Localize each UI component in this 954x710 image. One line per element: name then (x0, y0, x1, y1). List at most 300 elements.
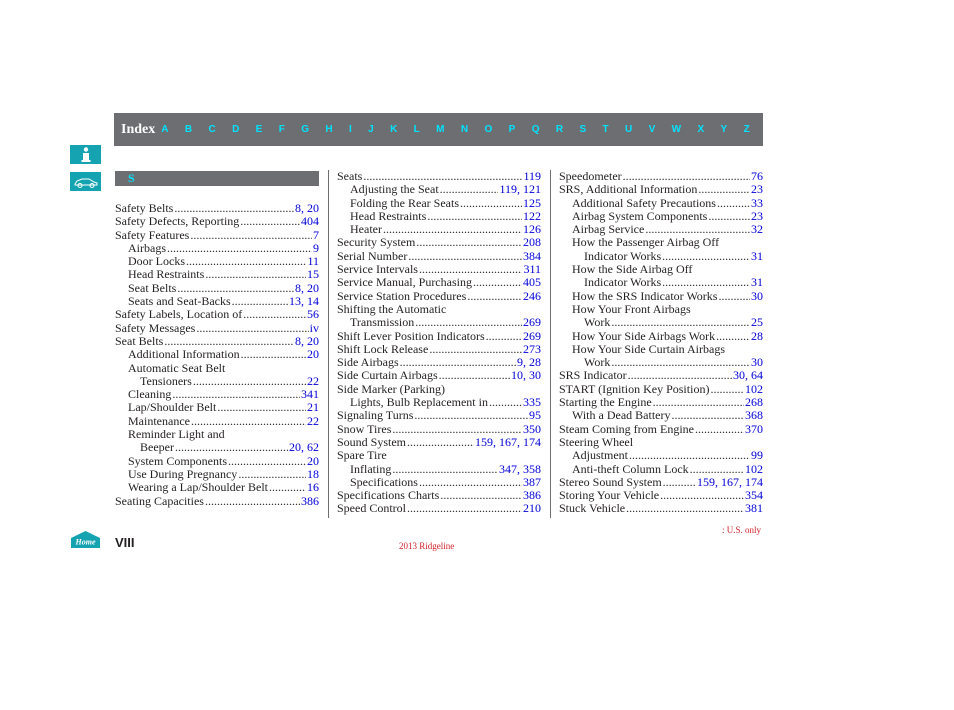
page-link[interactable]: 30 (751, 288, 763, 303)
page-link[interactable]: 33 (751, 195, 763, 210)
dot-leader (427, 210, 522, 223)
page-link[interactable]: 18 (307, 466, 319, 481)
page-link[interactable]: 7 (313, 227, 319, 242)
index-entry[interactable] (337, 183, 541, 196)
page-link[interactable]: 31 (751, 248, 763, 263)
entry-text: Seats and Seat-Backs (128, 294, 231, 309)
letter-link-p[interactable]: P (508, 124, 516, 135)
page-link[interactable]: 386 (523, 488, 541, 503)
dot-leader (695, 423, 744, 436)
index-entry[interactable] (115, 229, 319, 242)
entry-text: Additional Safety Precautions (572, 195, 716, 210)
index-entry[interactable] (559, 356, 763, 369)
index-entry[interactable] (559, 502, 763, 515)
index-entry[interactable] (337, 276, 541, 289)
entry-text: Use During Pregnancy (128, 466, 238, 481)
entry-text: Shifting the Automatic (337, 301, 447, 316)
page-link[interactable]: 8, 20 (295, 280, 319, 295)
dot-leader (175, 441, 288, 454)
letter-link-r[interactable]: R (555, 124, 564, 135)
entry-text: Safety Belts (115, 201, 174, 215)
dot-leader (232, 295, 288, 308)
entry-text: With a Dead Battery (572, 408, 671, 423)
page-link[interactable]: 31 (751, 275, 763, 290)
index-entry[interactable] (559, 183, 763, 196)
dot-leader (190, 229, 312, 242)
letter-link-o[interactable]: O (484, 124, 493, 135)
index-entry[interactable] (337, 170, 541, 183)
dot-leader (698, 183, 750, 196)
page-link[interactable]: 76 (751, 169, 763, 183)
entry-text: Tensioners (140, 373, 192, 388)
index-entry[interactable] (559, 476, 763, 489)
dot-leader (626, 502, 744, 515)
page-link[interactable]: 30 (751, 355, 763, 370)
page-link[interactable]: 386 (301, 493, 319, 508)
letter-link-f[interactable]: F (278, 124, 285, 135)
index-entry (559, 343, 763, 356)
page-link[interactable]: 122 (523, 208, 541, 223)
index-entry[interactable] (337, 197, 541, 210)
entry-text: How the Passenger Airbag Off (572, 235, 720, 250)
index-entry (337, 449, 541, 462)
entry-text: Stereo Sound System (559, 474, 662, 489)
entry-text: Security System (337, 235, 416, 250)
dot-leader (671, 409, 744, 422)
index-entry[interactable] (559, 383, 763, 396)
index-entry[interactable] (337, 356, 541, 369)
entry-text: Steering Wheel (559, 434, 634, 449)
page-link[interactable]: 20 (307, 347, 319, 362)
entry-text: How the SRS Indicator Works (572, 288, 718, 303)
entry-text: Lap/Shoulder Belt (128, 400, 217, 415)
page-link[interactable]: 335 (523, 395, 541, 410)
entry-text: Service Manual, Purchasing (337, 275, 472, 290)
entry-text: Cleaning (128, 387, 172, 402)
index-entry[interactable] (337, 223, 541, 236)
index-entry[interactable] (337, 396, 541, 409)
entry-text: Lights, Bulb Replacement in (350, 395, 488, 410)
entry-text: Starting the Engine (559, 395, 652, 410)
entry-list (337, 170, 541, 516)
entry-text: SRS, Additional Information (559, 182, 698, 197)
entry-text: Folding the Rear Seats (350, 195, 459, 210)
section-heading-s: S (115, 171, 319, 186)
index-entry[interactable] (559, 330, 763, 343)
page-link[interactable]: 269 (523, 315, 541, 330)
index-entry[interactable] (337, 476, 541, 489)
dot-leader (392, 463, 498, 476)
entry-text: SRS Indicator (559, 368, 627, 383)
entry-text: Work (584, 315, 611, 330)
entry-text: Maintenance (128, 413, 190, 428)
dot-leader (392, 423, 522, 436)
index-entry[interactable] (559, 276, 763, 289)
page-link[interactable]: 370 (745, 421, 763, 436)
index-entry[interactable] (115, 242, 319, 255)
index-entry (337, 303, 541, 316)
page-link[interactable]: 159, 167, 174 (697, 474, 763, 489)
page-link[interactable]: 159, 167, 174 (475, 434, 541, 449)
index-entry[interactable] (115, 441, 319, 454)
home-label: Home (75, 537, 96, 547)
footnote: : U.S. only (721, 525, 761, 535)
index-entry[interactable] (337, 463, 541, 476)
index-entry[interactable] (115, 295, 319, 308)
index-entry[interactable] (115, 455, 319, 468)
dot-leader (439, 369, 510, 382)
entry-text: Sound System (337, 434, 407, 449)
entry-text: Wearing a Lap/Shoulder Belt (128, 480, 268, 495)
index-entry[interactable] (337, 369, 541, 382)
index-entry[interactable] (337, 263, 541, 276)
index-header-bar (114, 113, 763, 146)
index-entry[interactable] (559, 170, 763, 183)
dot-leader (174, 202, 294, 215)
index-title: Index (121, 121, 156, 137)
entry-text: How the Side Airbag Off (572, 262, 693, 277)
entry-text: Heater (350, 222, 382, 237)
letter-link-t[interactable]: T (602, 124, 609, 135)
page-link[interactable]: 30, 64 (733, 368, 763, 383)
index-entry[interactable] (559, 396, 763, 409)
dot-leader (205, 268, 306, 281)
entry-text: Reminder Light and (128, 427, 225, 442)
index-entry[interactable] (115, 215, 319, 228)
index-entry[interactable] (337, 236, 541, 249)
entry-text: Transmission (350, 315, 415, 330)
letter-link-w[interactable]: W (671, 124, 682, 135)
page-link[interactable]: 347, 358 (499, 461, 541, 476)
letter-link-j[interactable]: J (368, 124, 374, 135)
entry-text: Storing Your Vehicle (559, 488, 660, 503)
letter-link-v[interactable]: V (648, 124, 656, 135)
dot-leader (440, 183, 499, 196)
entry-text: Specifications Charts (337, 488, 440, 503)
entry-text: Seating Capacities (115, 493, 204, 508)
index-entry[interactable] (337, 250, 541, 263)
entry-text: System Components (128, 453, 228, 468)
index-entry[interactable] (559, 489, 763, 502)
index-entry[interactable] (559, 409, 763, 422)
entry-text: Head Restraints (350, 208, 427, 223)
page-link[interactable]: 22 (307, 373, 319, 388)
index-entry[interactable] (559, 290, 763, 303)
dot-leader (177, 282, 294, 295)
dot-leader (172, 388, 300, 401)
entry-text: Side Airbags (337, 355, 399, 370)
page-link[interactable]: 28 (751, 328, 763, 343)
index-entry[interactable] (115, 268, 319, 281)
page-link[interactable]: 20 (307, 453, 319, 468)
page-link[interactable]: 387 (523, 474, 541, 489)
page-link[interactable]: 9, 28 (517, 355, 541, 370)
entry-text: Door Locks (128, 254, 185, 269)
letter-link-x[interactable]: X (697, 124, 705, 135)
page-link[interactable]: 350 (523, 421, 541, 436)
page-link[interactable]: 384 (523, 248, 541, 263)
index-entry[interactable] (115, 202, 319, 215)
index-entry[interactable] (559, 197, 763, 210)
index-entry (115, 428, 319, 441)
page-link[interactable]: 368 (745, 408, 763, 423)
entry-text: Indicator Works (584, 248, 662, 263)
entry-text: Seat Belts (128, 280, 177, 295)
page-link[interactable]: 22 (307, 413, 319, 428)
index-entry (559, 236, 763, 249)
page-link[interactable]: 208 (523, 235, 541, 250)
dot-leader (628, 369, 732, 382)
entry-list (559, 170, 763, 516)
dot-leader (718, 290, 750, 303)
index-entry[interactable] (115, 348, 319, 361)
index-entry[interactable] (559, 449, 763, 462)
page-link[interactable]: 354 (745, 488, 763, 503)
letter-link-y[interactable]: Y (720, 124, 728, 135)
dot-leader (196, 322, 308, 335)
entry-text: How Your Side Airbags Work (572, 328, 716, 343)
dot-leader (238, 468, 306, 481)
letter-link-h[interactable]: H (325, 124, 333, 135)
index-entry (559, 263, 763, 276)
entry-text: Indicator Works (584, 275, 662, 290)
page-link[interactable]: 311 (523, 262, 541, 277)
dot-leader (415, 316, 522, 329)
index-entry[interactable] (115, 255, 319, 268)
index-entry[interactable] (559, 250, 763, 263)
page-link[interactable]: 21 (307, 400, 319, 415)
dot-leader (460, 197, 522, 210)
info-tab[interactable] (70, 145, 101, 164)
page-link[interactable]: 119 (523, 169, 541, 183)
home-button[interactable] (70, 530, 101, 549)
letter-link-m[interactable]: M (436, 124, 445, 135)
index-entry[interactable] (115, 495, 319, 508)
index-entry[interactable] (337, 343, 541, 356)
dot-leader (419, 476, 522, 489)
page-link[interactable]: 341 (301, 387, 319, 402)
entry-text: Safety Messages (115, 320, 196, 335)
index-entry[interactable] (115, 375, 319, 388)
page-link[interactable]: 15 (307, 267, 319, 282)
page-link[interactable]: 23 (751, 208, 763, 223)
page-link[interactable]: 405 (523, 275, 541, 290)
index-entry[interactable] (559, 316, 763, 329)
entry-text: Head Restraints (128, 267, 205, 282)
page-link[interactable]: 126 (523, 222, 541, 237)
dot-leader (429, 343, 522, 356)
page-link[interactable]: 32 (751, 222, 763, 237)
page-link[interactable]: 269 (523, 328, 541, 343)
entry-text: Snow Tires (337, 421, 392, 436)
index-entry[interactable] (337, 330, 541, 343)
page-link[interactable]: 20, 62 (289, 440, 319, 455)
page-link[interactable]: 268 (745, 395, 763, 410)
page-link[interactable]: 23 (751, 182, 763, 197)
page-link[interactable]: 11 (307, 254, 319, 269)
letter-link-n[interactable]: N (460, 124, 469, 135)
page-link[interactable]: 404 (301, 214, 319, 229)
letter-link-i[interactable]: I (348, 124, 352, 135)
dot-leader (400, 356, 516, 369)
dot-leader (623, 170, 750, 183)
letter-link-c[interactable]: C (208, 124, 216, 135)
dot-leader (186, 255, 306, 268)
index-entry[interactable] (115, 468, 319, 481)
entry-text: Adjustment (572, 448, 628, 463)
dot-leader (241, 348, 306, 361)
page-link[interactable]: 95 (529, 408, 541, 423)
page-link[interactable]: 8, 20 (295, 333, 319, 348)
index-entry[interactable] (337, 210, 541, 223)
entry-text: Speed Control (337, 501, 406, 516)
entry-text: Shift Lock Release (337, 341, 429, 356)
dot-leader (363, 170, 522, 183)
entry-text: Steam Coming from Engine (559, 421, 694, 436)
car-tab[interactable] (70, 172, 101, 191)
dot-leader (662, 276, 750, 289)
letter-link-b[interactable]: B (184, 124, 193, 135)
entry-text: Seat Belts (115, 333, 164, 348)
letter-link-d[interactable]: D (232, 124, 240, 135)
letter-link-k[interactable]: K (390, 124, 398, 135)
dot-leader (167, 242, 312, 255)
dot-leader (408, 250, 522, 263)
entry-text: Side Curtain Airbags (337, 368, 438, 383)
page-link[interactable]: 13, 14 (289, 294, 319, 309)
dot-leader (710, 383, 744, 396)
page-link[interactable]: 8, 20 (295, 201, 319, 215)
entry-text: Service Intervals (337, 262, 418, 277)
dot-leader (193, 375, 306, 388)
entry-text: Spare Tire (337, 448, 387, 463)
dot-leader (205, 495, 300, 508)
letter-nav (159, 124, 752, 135)
dot-leader (407, 436, 474, 449)
letter-link-u[interactable]: U (624, 124, 633, 135)
index-entry[interactable] (115, 282, 319, 295)
page-link[interactable]: iv (309, 320, 319, 335)
dot-leader (611, 316, 750, 329)
entry-text: Work (584, 355, 611, 370)
page-link[interactable]: 25 (751, 315, 763, 330)
index-entry[interactable] (115, 401, 319, 414)
entry-text: How Your Front Airbags (572, 301, 691, 316)
entry-list (115, 202, 319, 508)
entry-text: Service Station Procedures (337, 288, 467, 303)
index-entry[interactable] (337, 489, 541, 502)
index-column-3 (559, 170, 763, 516)
entry-text: How Your Side Curtain Airbags (572, 341, 726, 356)
entry-text: Speedometer (559, 169, 622, 183)
entry-text: Additional Information (128, 347, 240, 362)
index-entry[interactable] (115, 322, 319, 335)
letter-link-l[interactable]: L (413, 124, 420, 135)
entry-text: Serial Number (337, 248, 408, 263)
index-entry[interactable] (337, 436, 541, 449)
dot-leader (419, 263, 522, 276)
page-link[interactable]: 99 (751, 448, 763, 463)
page-link[interactable]: 9 (313, 240, 319, 255)
entry-text: Automatic Seat Belt (128, 360, 226, 375)
page-link[interactable]: 210 (523, 501, 541, 516)
index-entry[interactable] (115, 415, 319, 428)
page-link[interactable]: 10, 30 (511, 368, 541, 383)
index-entry[interactable] (337, 316, 541, 329)
dot-leader (708, 210, 750, 223)
entry-text: Safety Features (115, 227, 190, 242)
dot-leader (228, 455, 306, 468)
dot-leader (473, 276, 522, 289)
index-entry[interactable] (559, 210, 763, 223)
letter-link-a[interactable]: A (161, 124, 169, 135)
index-column-1 (115, 170, 319, 508)
dot-leader (660, 489, 744, 502)
entry-text: Stuck Vehicle (559, 501, 626, 516)
entry-text: Specifications (350, 474, 418, 489)
dot-leader (716, 330, 750, 343)
page-link[interactable]: 102 (745, 381, 763, 396)
letter-link-z[interactable]: Z (743, 124, 750, 135)
dot-leader (383, 223, 522, 236)
entry-text: Seats (337, 169, 363, 183)
page-link[interactable]: 119, 121 (499, 182, 541, 197)
dot-leader (486, 330, 522, 343)
index-entry[interactable] (115, 388, 319, 401)
page-link[interactable]: 381 (745, 501, 763, 516)
entry-text: Inflating (350, 461, 392, 476)
entry-text: Shift Lever Position Indicators (337, 328, 485, 343)
page-link[interactable]: 125 (523, 195, 541, 210)
index-entry[interactable] (115, 481, 319, 494)
dot-leader (414, 409, 528, 422)
entry-text: START (Ignition Key Position) (559, 381, 710, 396)
index-entry[interactable] (115, 308, 319, 321)
page-link[interactable]: 16 (307, 480, 319, 495)
index-entry[interactable] (337, 502, 541, 515)
index-entry (115, 362, 319, 375)
letter-link-s[interactable]: S (579, 124, 587, 135)
page-link[interactable]: 246 (523, 288, 541, 303)
footer-title: 2013 Ridgeline (399, 541, 455, 551)
page-link[interactable]: 273 (523, 341, 541, 356)
index-entry[interactable] (559, 223, 763, 236)
index-entry[interactable] (559, 463, 763, 476)
entry-text: Anti-theft Column Lock (572, 461, 689, 476)
dot-leader (611, 356, 750, 369)
index-entry[interactable] (115, 335, 319, 348)
entry-text: Side Marker (Parking) (337, 381, 445, 396)
page-link[interactable]: 56 (307, 307, 319, 322)
entry-text: Adjusting the Seat (350, 182, 439, 197)
letter-link-e[interactable]: E (255, 124, 263, 135)
index-entry[interactable] (559, 369, 763, 382)
index-entry[interactable] (337, 423, 541, 436)
letter-link-g[interactable]: G (301, 124, 309, 135)
letter-link-q[interactable]: Q (531, 124, 540, 135)
dot-leader (717, 197, 750, 210)
index-entry[interactable] (559, 423, 763, 436)
car-icon (73, 175, 99, 189)
index-entry[interactable] (337, 290, 541, 303)
index-entry[interactable] (337, 409, 541, 422)
page-link[interactable]: 102 (745, 461, 763, 476)
dot-leader (164, 335, 294, 348)
entry-text: Signaling Turns (337, 408, 414, 423)
dot-leader (416, 236, 522, 249)
entry-text: Safety Defects, Reporting (115, 214, 240, 229)
info-icon (79, 147, 93, 163)
